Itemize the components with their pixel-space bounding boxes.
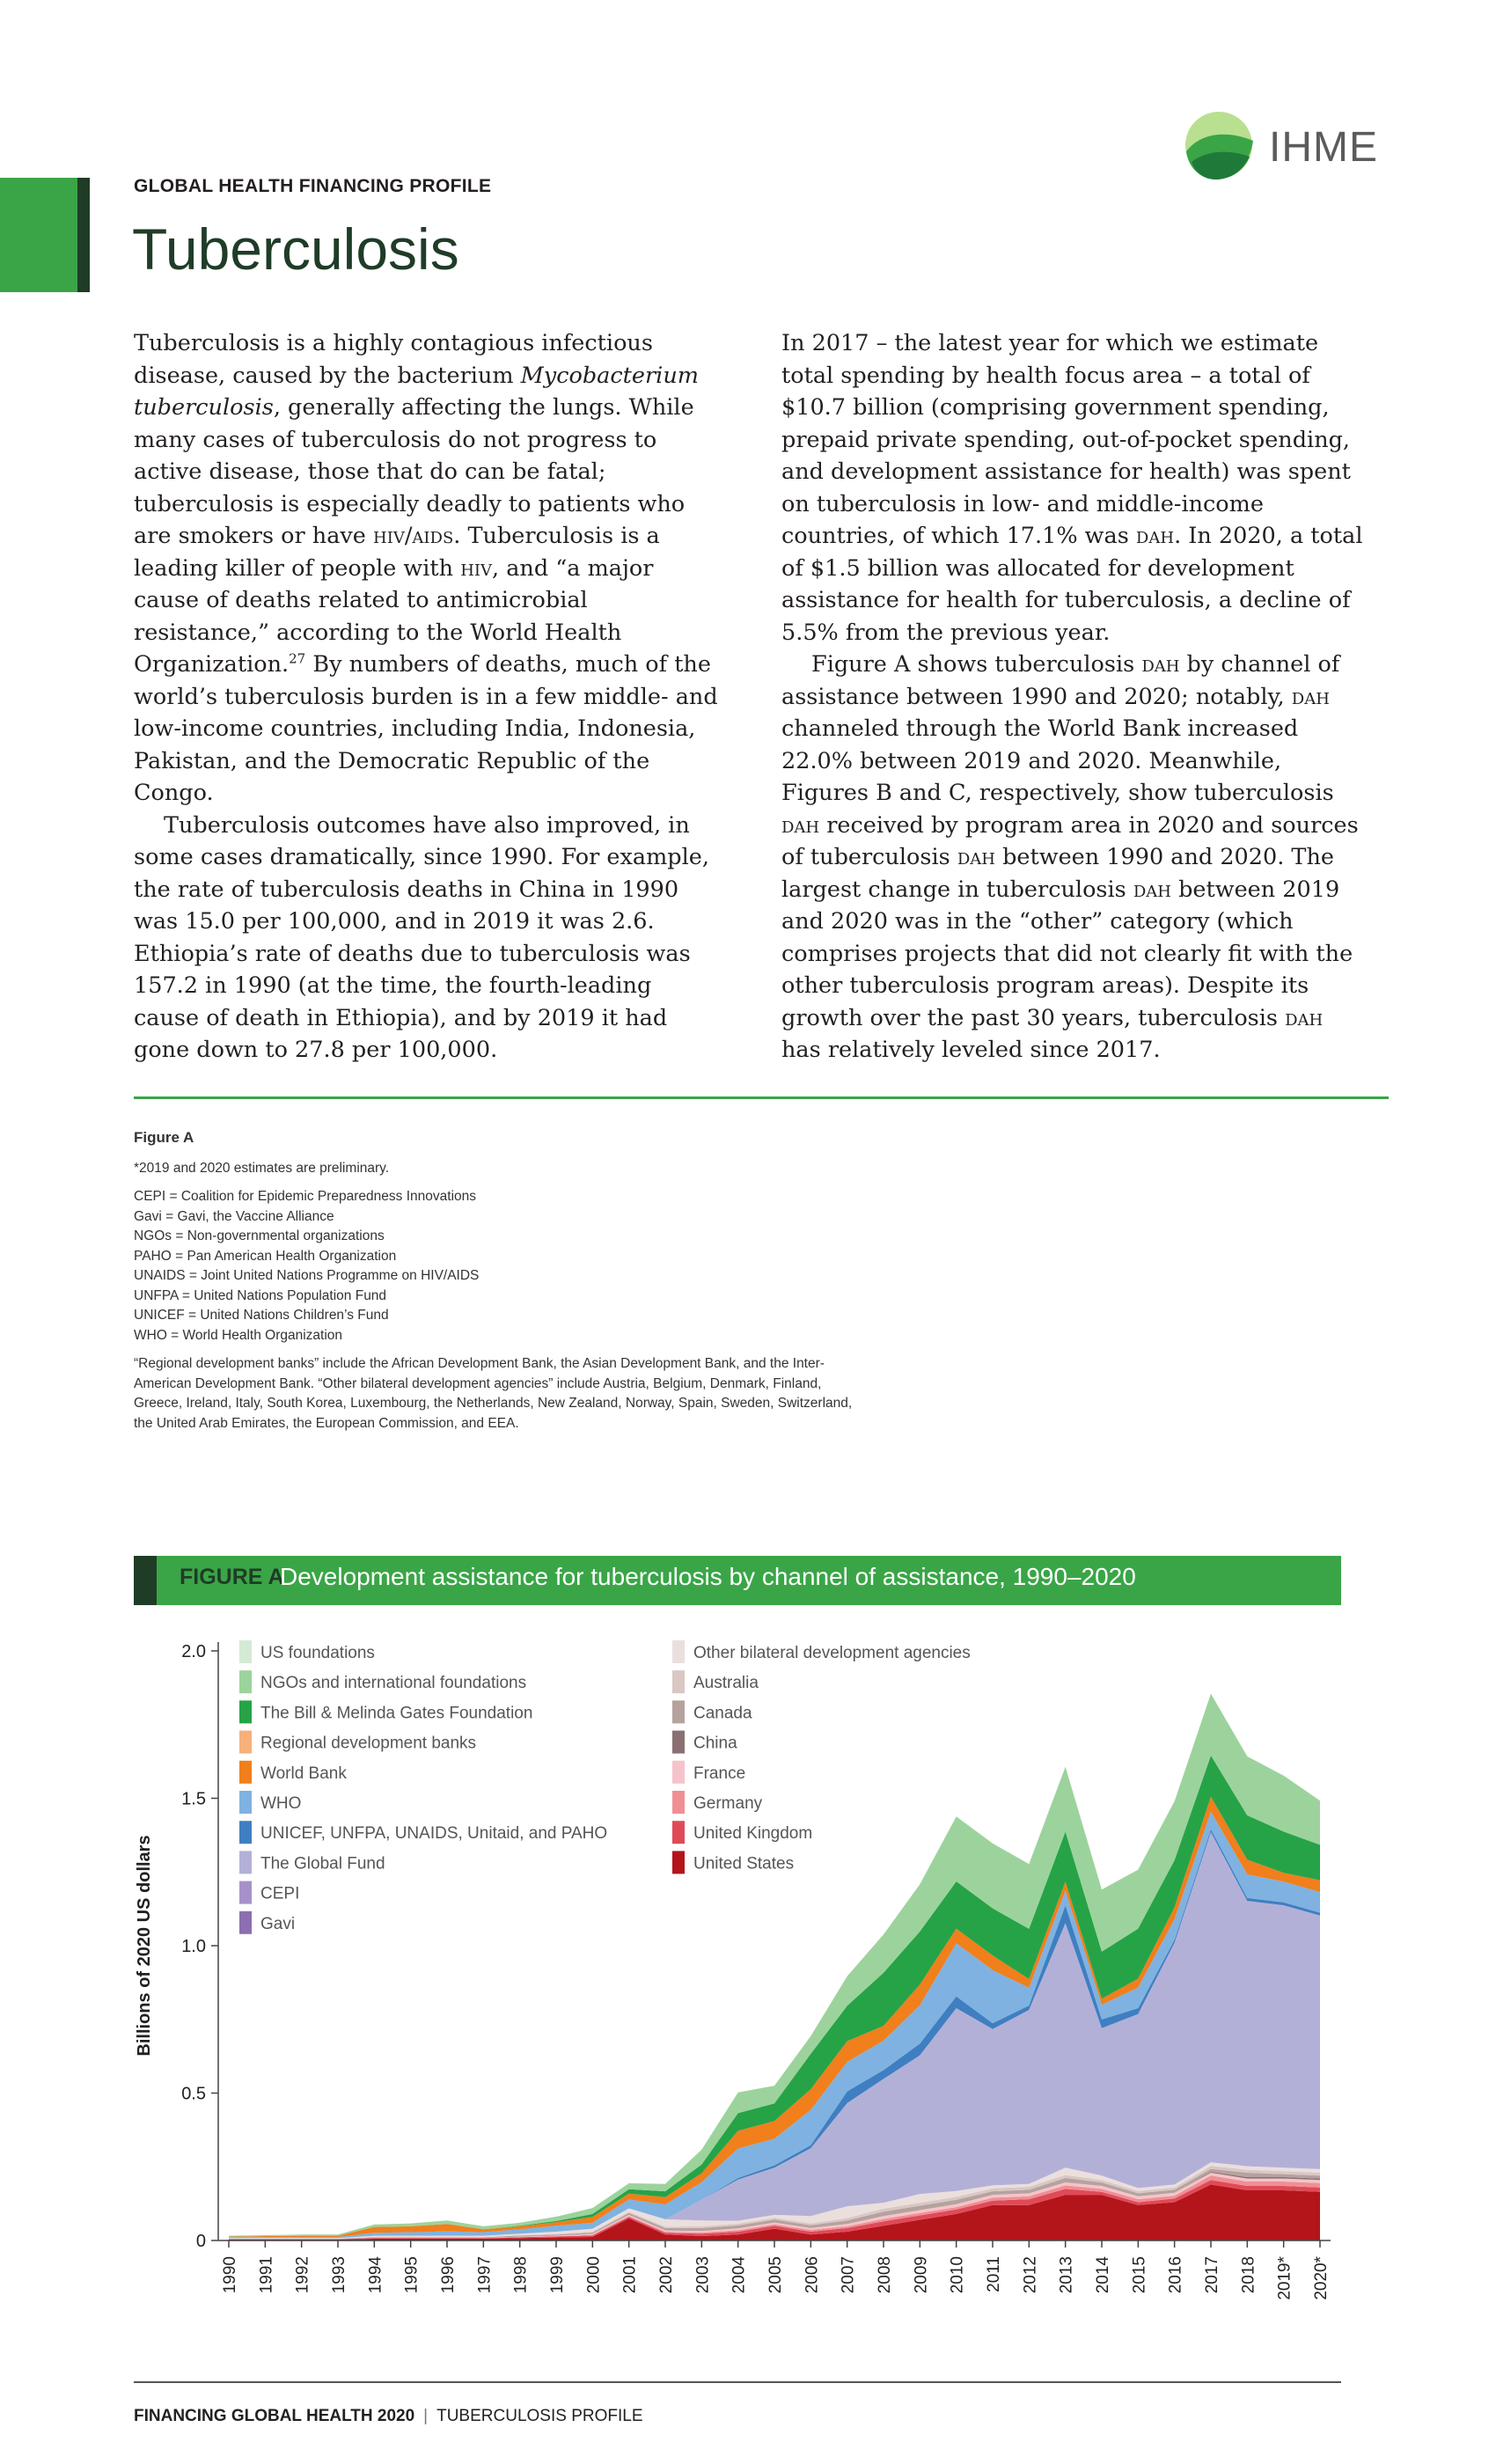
x-tick-label: 2006 bbox=[803, 2256, 822, 2294]
x-tick-label: 2002 bbox=[657, 2256, 676, 2294]
x-tick-label: 1999 bbox=[548, 2256, 567, 2294]
x-tick-label: 1998 bbox=[511, 2256, 531, 2294]
y-tick-label: 1.0 bbox=[181, 1937, 206, 1956]
legend-swatch bbox=[239, 1670, 252, 1693]
y-tick-label: 1.5 bbox=[181, 1789, 206, 1809]
x-tick-label: 2007 bbox=[839, 2256, 858, 2294]
x-tick-label: 2012 bbox=[1021, 2256, 1040, 2294]
abbreviation-item: PAHO = Pan American Health Organization bbox=[134, 1248, 397, 1264]
footer-report: FINANCING GLOBAL HEALTH 2020 bbox=[134, 2407, 415, 2425]
ihme-leaf-icon bbox=[1179, 106, 1258, 185]
abbreviation-item: WHO = World Health Organization bbox=[134, 1327, 343, 1343]
legend-label: Regional development banks bbox=[260, 1734, 477, 1753]
legend-label: France bbox=[693, 1764, 746, 1783]
body-column-right bbox=[781, 327, 1369, 1067]
text-run: , and “a major cause of deaths related to antimicrobial resistance,” according to the World Health Organization. bbox=[134, 554, 654, 678]
text-run: Tuberculosis outcomes have also improved, in some cases dramatically, since 1990. For example, the rate of tuberculosis deaths in China in 1990 was 15.0 per 100,000, and in 2019 it was 2.6. Ethiopia’s rate of deaths due to tuberculosis was 157.2 in 1990 (at the time, the fourth-leading cause of death in Ethiopia), and by 2019 it had gone down to 27.8 per 100,000. bbox=[134, 811, 709, 1063]
abbreviation-item: UNICEF = United Nations Children’s Fund bbox=[134, 1308, 389, 1323]
legend-label: United States bbox=[693, 1854, 795, 1874]
x-tick-label: 1994 bbox=[366, 2256, 385, 2294]
text-run: dah bbox=[957, 844, 995, 870]
x-tick-label: 2020* bbox=[1312, 2256, 1331, 2300]
legend-label: Germany bbox=[693, 1794, 763, 1813]
legend-label: Other bilateral development agencies bbox=[693, 1644, 971, 1662]
legend-label: World Bank bbox=[260, 1764, 347, 1783]
figure-title-bar-accent bbox=[134, 1556, 157, 1605]
legend-swatch bbox=[239, 1761, 252, 1784]
x-tick-label: 2005 bbox=[766, 2256, 785, 2294]
x-tick-label: 2004 bbox=[730, 2256, 749, 2294]
x-tick-label: 1997 bbox=[475, 2256, 495, 2294]
legend-label: China bbox=[693, 1734, 737, 1753]
x-tick-label: 1996 bbox=[439, 2256, 458, 2294]
text-run: In 2017 – the latest year for which we estimate total spending by health focus area – a total of $10.7 billion (comprising government spending, prepaid private spending, out-of-pocket spending, and development assistance for health) was spent on tuberculosis in low- and middle-income countries, of which 17.1% was bbox=[781, 330, 1351, 549]
legend-label: UNICEF, UNFPA, UNAIDS, Unitaid, and PAHO bbox=[260, 1824, 608, 1844]
legend-label: US foundations bbox=[260, 1644, 375, 1662]
text-run: between 2019 and 2020 was in the “other” category (which comprises projects that did not clearly fit with the other tuberculosis program areas). Despite its growth over the past 30 years, tuberculosis bbox=[781, 876, 1353, 1031]
abbreviation-list bbox=[134, 1187, 873, 1346]
legend-swatch bbox=[239, 1731, 252, 1754]
x-tick-label: 2011 bbox=[985, 2256, 1003, 2292]
legend-swatch bbox=[672, 1821, 685, 1844]
page-footer bbox=[134, 2407, 643, 2426]
body-column-left bbox=[134, 327, 722, 1067]
x-tick-label: 1991 bbox=[257, 2256, 276, 2294]
text-run: By numbers of deaths, much of the world’s tuberculosis burden is in a few middle- and low-income countries, including India, Indonesia, Pakistan, and the Democratic Republic of the Congo. bbox=[134, 651, 718, 806]
footer-section: TUBERCULOSIS PROFILE bbox=[436, 2407, 643, 2425]
legend-swatch bbox=[672, 1791, 685, 1814]
x-tick-label: 2014 bbox=[1094, 2256, 1112, 2294]
legend-label: The Bill & Melinda Gates Foundation bbox=[260, 1704, 533, 1723]
text-run: hiv/aids bbox=[373, 523, 454, 549]
x-tick-label: 2009 bbox=[912, 2256, 931, 2294]
legend-label: CEPI bbox=[260, 1884, 300, 1903]
x-tick-label: 2013 bbox=[1057, 2256, 1076, 2294]
accent-bar bbox=[0, 178, 77, 292]
legend-swatch bbox=[239, 1881, 252, 1904]
x-tick-label: 2017 bbox=[1203, 2256, 1221, 2294]
text-run: Mycobacterium tuberculosis bbox=[134, 362, 699, 421]
text-run: dah bbox=[1291, 683, 1330, 710]
text-run: between 1990 and 2020. The largest change in tuberculosis bbox=[781, 844, 1334, 903]
abbreviation-item: UNFPA = United Nations Population Fund bbox=[134, 1287, 387, 1303]
figure-title: Development assistance for tuberculosis by channel of assistance, 1990–2020 bbox=[280, 1563, 1136, 1590]
page-title: Tuberculosis bbox=[132, 216, 459, 282]
text-run: dah bbox=[1141, 651, 1180, 678]
text-run: Figure A shows tuberculosis bbox=[811, 651, 1142, 678]
legend-label: WHO bbox=[260, 1794, 302, 1813]
legend-swatch bbox=[672, 1670, 685, 1693]
x-tick-label: 2010 bbox=[948, 2256, 967, 2294]
y-tick-label: 0 bbox=[195, 2232, 206, 2251]
y-axis-label: Billions of 2020 US dollars bbox=[135, 1835, 154, 2057]
x-tick-label: 2003 bbox=[693, 2256, 713, 2294]
x-tick-label: 1992 bbox=[293, 2256, 312, 2294]
abbreviation-item: NGOs = Non-governmental organizations bbox=[134, 1228, 385, 1243]
y-tick-label: 0.5 bbox=[181, 2084, 206, 2104]
legend-label: United Kingdom bbox=[693, 1824, 813, 1844]
text-run: dah bbox=[1285, 1004, 1324, 1031]
x-tick-label: 2001 bbox=[620, 2256, 640, 2294]
text-run: . In 2020, a total of $1.5 billion was allocated for development assistance for health for tuberculosis, a decline of 5.5% from the previous year. bbox=[781, 523, 1363, 646]
body-paragraph bbox=[134, 810, 722, 1067]
legend-label: Gavi bbox=[260, 1914, 296, 1933]
x-tick-label: 2000 bbox=[584, 2256, 604, 2294]
legend-swatch bbox=[672, 1761, 685, 1784]
figure-number: FIGURE A bbox=[180, 1565, 284, 1589]
legend-swatch bbox=[239, 1640, 252, 1663]
notes-regional: “Regional development banks” include the African Development Bank, the Asian Development Bank, and the Inter-American Development Bank. “Other bilateral development agencies” include Austria, Belgium, Denmark, Finland, Greece, Ireland, Italy, South Korea, Luxembourg, the Netherlands, New Zealand, Norway, Spain, Sweden, Switzerland, the United Arab Emirates, the European Commission, and EEA. bbox=[134, 1356, 853, 1431]
legend-swatch bbox=[239, 1851, 252, 1874]
profile-label: GLOBAL HEALTH FINANCING PROFILE bbox=[134, 176, 492, 196]
text-run: . Tuberculosis is a leading killer of people with bbox=[134, 523, 660, 582]
body-paragraph bbox=[781, 649, 1369, 1067]
x-tick-label: 2016 bbox=[1166, 2256, 1185, 2294]
stacked-area-chart bbox=[123, 1616, 1355, 2320]
text-run: hiv bbox=[460, 554, 492, 582]
legend-label: Australia bbox=[693, 1674, 759, 1693]
legend-swatch bbox=[672, 1700, 685, 1723]
x-tick-label: 2018 bbox=[1239, 2256, 1258, 2294]
legend-swatch bbox=[239, 1700, 252, 1723]
x-tick-label: 2015 bbox=[1130, 2256, 1149, 2294]
text-run: channeled through the World Bank increased 22.0% between 2019 and 2020. Meanwhile, Figures B and C, respectively, show tuberculosis bbox=[781, 715, 1334, 806]
legend-label: NGOs and international foundations bbox=[260, 1674, 527, 1693]
abbreviation-item: CEPI = Coalition for Epidemic Preparedness Innovations bbox=[134, 1189, 476, 1204]
ihme-logo bbox=[1179, 106, 1408, 185]
text-run: by channel of assistance between 1990 and 2020; notably, bbox=[781, 651, 1340, 710]
section-rule bbox=[134, 1096, 1389, 1099]
legend-swatch bbox=[239, 1821, 252, 1844]
legend-swatch bbox=[672, 1851, 685, 1874]
footer-rule bbox=[134, 2381, 1341, 2383]
body-paragraph bbox=[134, 327, 722, 810]
accent-bar-dark bbox=[77, 178, 90, 292]
legend-label: Canada bbox=[693, 1704, 752, 1723]
legend-label: The Global Fund bbox=[260, 1854, 385, 1874]
legend-swatch bbox=[672, 1640, 685, 1663]
x-tick-label: 1990 bbox=[221, 2256, 239, 2294]
text-run: dah bbox=[1135, 523, 1175, 549]
notes-preliminary: *2019 and 2020 estimates are preliminary. bbox=[134, 1160, 390, 1176]
abbreviation-item: Gavi = Gavi, the Vaccine Alliance bbox=[134, 1208, 334, 1224]
y-tick-label: 2.0 bbox=[181, 1642, 206, 1661]
text-run: received by program area in 2020 and sources of tuberculosis bbox=[781, 811, 1359, 870]
legend-swatch bbox=[672, 1731, 685, 1754]
text-run: Tuberculosis is a highly contagious infectious disease, caused by the bacterium bbox=[134, 330, 653, 389]
legend-swatch bbox=[239, 1791, 252, 1814]
x-tick-label: 2008 bbox=[876, 2256, 894, 2294]
text-run: dah bbox=[1133, 876, 1171, 903]
text-run: 27 bbox=[289, 650, 306, 667]
legend-swatch bbox=[239, 1911, 252, 1934]
body-paragraph bbox=[781, 327, 1369, 649]
footer-separator: | bbox=[423, 2407, 429, 2425]
text-run: has relatively leveled since 2017. bbox=[781, 1037, 1161, 1063]
x-tick-label: 2019* bbox=[1275, 2256, 1294, 2300]
text-run: dah bbox=[781, 811, 820, 839]
x-tick-label: 1993 bbox=[330, 2256, 348, 2294]
notes-figure-label: Figure A bbox=[134, 1129, 194, 1146]
logo-text: IHME bbox=[1269, 124, 1378, 171]
text-run: , generally affecting the lungs. While many cases of tuberculosis do not progress to active disease, those that do can be fatal; tuberculosis is especially deadly to patients who are smokers or have bbox=[134, 394, 694, 549]
x-tick-label: 1995 bbox=[402, 2256, 422, 2294]
abbreviation-item: UNAIDS = Joint United Nations Programme on HIV/AIDS bbox=[134, 1268, 480, 1283]
figure-notes bbox=[134, 1128, 873, 1442]
